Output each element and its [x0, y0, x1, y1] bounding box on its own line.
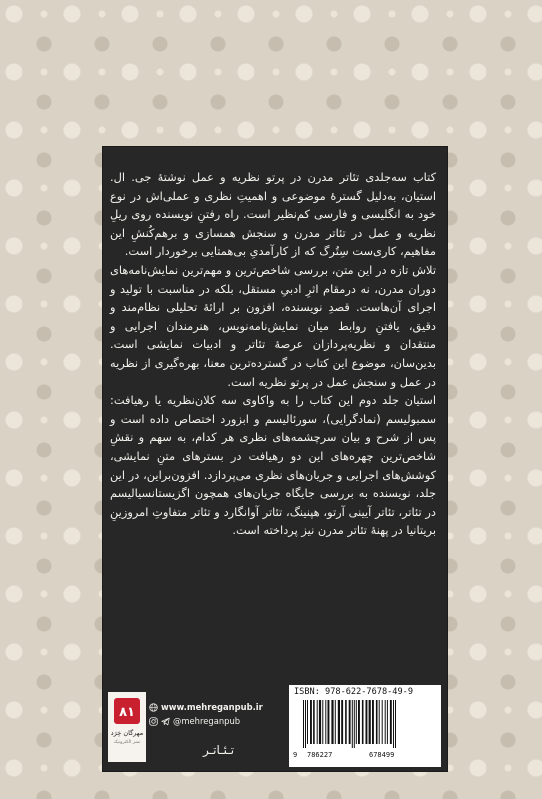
isbn-label: ISBN: 978-622-7678-49-9 [294, 687, 413, 697]
description-paragraph-3: استیان جلد دوم این کتاب را به واکاوی سه کلان‌نظریه یا رهیافت: سمبولیسم (نمادگرایی)، سورئالیسم و ابزورد اختصاص داده است و پس از شرح و بیان سرچشمه‌های نظری هر کدام، به سهم و نقشِ شاخص‌ترین چهره‌های این دو رهیافت در بسترهای متنِ نمایشی، کوشش‌های اجرایی و جریان‌های نظری می‌پردازد. افزون‌براین، در این جلد، نویسنده به بررسی جایگاه جریان‌های همچون اگزیستانسیالیسم در تئاتر، تئاتر آیینی آرتو، هپنینگ، تئاتر آوانگارد و تئاتر متفاوتِ امروزینِ بریتانیا در پهنهٔ تئاتر مدرن نیز پرداخته است. [110, 393, 436, 538]
description-paragraph-1: کتاب سه‌جلدی تئاتر مدرن در پرتو نظریه و عمل نوشتهٔ جی. ال. استیان، به‌دلیل گسترهٔ موضوعی و اهمیتِ نظری و عملی‌اش در نوع خود به انگلیسی و فارسی کم‌نظیر است. راه رفتنِ نویسنده روی ریلِ نظریه و عمل در تئاتر مدرن و سنجش همسازی و برهم‌کُنشِ این مفاهیم، کاری‌ست سِتُرگ که از کارآمدیِ بی‌همتایی برخوردار است. [110, 170, 436, 259]
globe-icon [149, 703, 158, 712]
social-row [149, 714, 263, 728]
description-paragraph-2: تلاش تازه در این متن، بررسی شاخص‌ترین و مهم‌ترین نمایش‌نامه‌های دوران مدرن، نه درمقام اثرِ ادبیِ مستقل، بلکه در مناسبت با تولید و اجرای آن‌هاست. قصدِ نویسنده، افزون بر ارائهٔ تحلیلی نظام‌مند و دقیق، یافتنِ روابط میان نمایش‌نامه‌نویس، هنرمندان اجرایی و منتقدان و نظریه‌پردازان عرصهٔ تئاتر و ادبیات نمایشی است. بدین‌سان، موضوع این کتاب در گسترده‌ترین معنا، بهره‌گیری از نظریه در عمل و سنجش عمل در پرتو نظریه است. [110, 262, 436, 389]
barcode-left-digits: 786227 [307, 751, 333, 759]
book-description [110, 168, 436, 540]
publisher-contact [149, 700, 263, 728]
cover-footer [103, 677, 447, 771]
publisher-logo-icon [114, 698, 140, 724]
barcode-bars [301, 700, 433, 748]
barcode-right-digits: 678499 [369, 751, 395, 759]
publisher-social-handle[interactable]: @mehreganpub [173, 716, 241, 726]
description-panel [103, 147, 447, 771]
isbn-barcode [289, 685, 441, 767]
telegram-icon [161, 717, 170, 726]
instagram-icon [149, 717, 158, 726]
book-category: تـئـاتـر [203, 743, 235, 757]
publisher-logo-name: مهرگان خِرَد [110, 729, 144, 737]
svg-text:۸۱: ۸۱ [119, 705, 135, 720]
website-row [149, 700, 263, 714]
barcode-first-digit: 9 [293, 751, 298, 759]
publisher-website[interactable]: www.mehreganpub.ir [161, 702, 263, 712]
publisher-logo-subtitle: نشر الکترونیک [113, 740, 141, 745]
publisher-logo [108, 692, 146, 762]
